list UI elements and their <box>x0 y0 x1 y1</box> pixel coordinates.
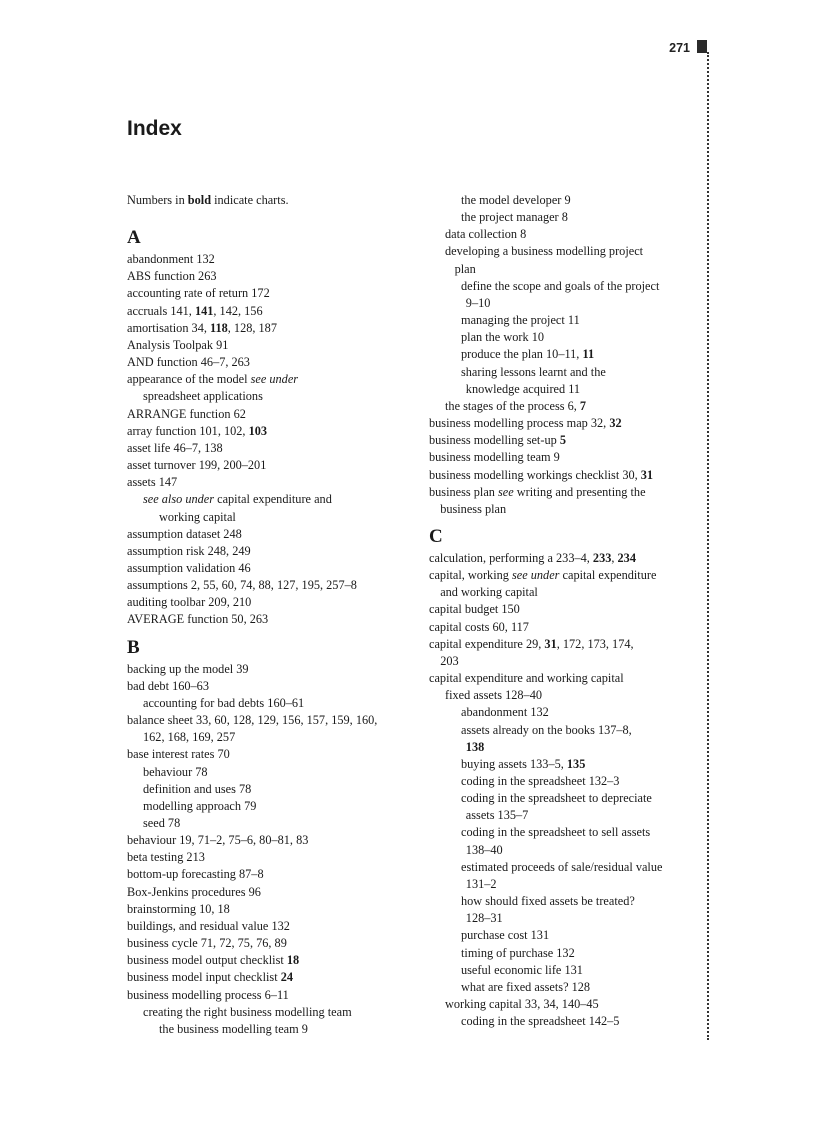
index-entry <box>429 550 709 567</box>
index-entry <box>127 423 417 440</box>
entry-text: beta testing 213 <box>127 850 205 865</box>
chart-page-ref: 11 <box>582 347 595 362</box>
index-subentry <box>429 243 709 260</box>
index-entry <box>429 467 709 484</box>
entry-text: capital expenditure and <box>214 492 332 507</box>
entry-text: spreadsheet applications <box>143 389 263 404</box>
entry-text: capital budget 150 <box>429 602 520 617</box>
chart-page-ref: 7 <box>579 398 587 413</box>
index-entry <box>127 303 417 320</box>
entry-text: assumption validation 46 <box>127 560 251 575</box>
entry-text: business model output checklist <box>127 953 287 968</box>
entry-text: business cycle 71, 72, 75, 76, 89 <box>127 936 287 951</box>
entry-text: backing up the model 39 <box>127 661 249 676</box>
index-subentry <box>127 815 417 832</box>
entry-text: working capital 33, 34, 140–45 <box>445 997 599 1012</box>
entry-text: the project manager 8 <box>461 210 568 225</box>
entry-text: assets 135–7 <box>465 808 529 823</box>
index-subentry <box>429 910 709 927</box>
entry-text: 9–10 <box>465 295 491 310</box>
index-subentry <box>429 364 709 381</box>
cross-reference: see under <box>250 372 299 387</box>
index-subentry <box>429 584 709 601</box>
entry-text: Analysis Toolpak 91 <box>127 337 229 352</box>
chart-page-ref: 233 <box>592 550 612 565</box>
entry-text: modelling approach 79 <box>143 798 257 813</box>
index-subentry <box>429 501 709 518</box>
entry-text: capital costs 60, 117 <box>429 619 529 634</box>
index-subentry <box>429 312 709 329</box>
section-letter: C <box>429 525 443 547</box>
entry-text: business modelling team 9 <box>429 450 560 465</box>
entry-text: behaviour 19, 71–2, 75–6, 80–81, 83 <box>127 833 309 848</box>
entry-text: 128–31 <box>465 911 503 926</box>
entry-text: data collection 8 <box>445 227 527 242</box>
entry-text: Numbers in <box>127 193 188 207</box>
entry-text: assumption dataset 248 <box>127 526 242 541</box>
entry-text: accounting rate of return 172 <box>127 286 270 301</box>
index-subentry <box>127 1004 417 1021</box>
cross-reference: see also under <box>143 492 215 507</box>
entry-text: what are fixed assets? 128 <box>461 979 591 994</box>
entry-text: capital expenditure 29, <box>429 636 545 651</box>
index-subentry <box>429 962 709 979</box>
index-entry <box>127 866 417 883</box>
index-entry <box>127 560 417 577</box>
index-subentry <box>429 807 709 824</box>
index-subentry <box>127 1021 417 1038</box>
entry-text: define the scope and goals of the project <box>461 278 660 293</box>
index-entry <box>127 474 417 491</box>
index-subentry <box>127 729 417 746</box>
index-entry <box>429 670 709 687</box>
index-entry <box>127 594 417 611</box>
index-entry <box>127 577 417 594</box>
entry-text: abandonment 132 <box>461 705 549 720</box>
entry-text: how should fixed assets be treated? <box>461 894 635 909</box>
index-entry <box>429 484 709 501</box>
index-subentry <box>429 687 709 704</box>
entry-text: 203 <box>440 653 459 668</box>
entry-text: abandonment 132 <box>127 252 215 267</box>
entry-text: definition and uses 78 <box>143 781 252 796</box>
index-entry <box>127 935 417 952</box>
entry-text: coding in the spreadsheet 142–5 <box>461 1014 620 1029</box>
entry-text: ARRANGE function 62 <box>127 406 246 421</box>
entry-text: asset turnover 199, 200–201 <box>127 458 267 473</box>
index-subentry <box>429 824 709 841</box>
chart-page-ref: 135 <box>566 756 586 771</box>
index-subentry <box>429 927 709 944</box>
entry-text: behaviour 78 <box>143 764 208 779</box>
entry-text: calculation, performing a 233–4, <box>429 550 593 565</box>
entry-text: plan the work 10 <box>461 330 544 345</box>
entry-text: knowledge acquired 11 <box>465 381 581 396</box>
index-entry <box>127 746 417 763</box>
index-entry <box>127 440 417 457</box>
chart-page-ref: 31 <box>544 636 557 651</box>
index-subentry <box>429 790 709 807</box>
index-subentry <box>429 261 709 278</box>
entry-text: ABS function 263 <box>127 269 217 284</box>
index-subentry <box>429 876 709 893</box>
chart-page-ref: 5 <box>559 433 566 448</box>
index-subentry <box>429 739 709 756</box>
section-letter: A <box>127 227 141 249</box>
entry-text: capital expenditure and working capital <box>429 671 624 686</box>
entry-text: 162, 168, 169, 257 <box>143 730 236 745</box>
index-entry <box>429 567 709 584</box>
index-entry <box>127 526 417 543</box>
index-subentry <box>429 346 709 363</box>
index-subentry <box>429 893 709 910</box>
index-entry <box>429 432 709 449</box>
entry-text: useful economic life 131 <box>461 962 583 977</box>
index-subentry <box>127 798 417 815</box>
index-subentry <box>127 491 417 508</box>
chart-page-ref: 31 <box>640 467 654 482</box>
entry-text: capital, working <box>429 568 512 583</box>
entry-text: accruals 141, <box>127 303 195 318</box>
entry-text: the stages of the process 6, <box>445 398 580 413</box>
entry-text: managing the project 11 <box>461 313 580 328</box>
entry-text: assumptions 2, 55, 60, 74, 88, 127, 195, 257–8 <box>127 578 357 593</box>
index-subentry <box>429 704 709 721</box>
entry-text: assumption risk 248, 249 <box>127 543 251 558</box>
index-entry <box>429 415 709 432</box>
index-entry <box>127 457 417 474</box>
index-entry <box>127 849 417 866</box>
entry-text: plan <box>454 261 476 276</box>
chart-page-ref: 103 <box>248 423 268 438</box>
chart-page-ref: 24 <box>280 970 293 985</box>
cross-reference: see <box>498 484 514 499</box>
index-entry <box>127 884 417 901</box>
index-subentry <box>429 945 709 962</box>
page-number: 271 <box>669 41 690 55</box>
index-column-left <box>127 192 417 1038</box>
index-entry <box>429 449 709 466</box>
entry-text: base interest rates 70 <box>127 747 230 762</box>
index-subentry <box>429 979 709 996</box>
entry-text: balance sheet 33, 60, 128, 129, 156, 157, 159, 160, <box>127 713 378 728</box>
entry-text: assets 147 <box>127 475 178 490</box>
index-subentry <box>429 295 709 312</box>
entry-text: 131–2 <box>465 876 497 891</box>
entry-text: working capital <box>159 509 236 524</box>
entry-text: the business modelling team 9 <box>159 1021 308 1036</box>
index-entry <box>127 371 417 388</box>
entry-text: timing of purchase 132 <box>461 945 575 960</box>
index-subentry <box>429 209 709 226</box>
index-subentry <box>429 381 709 398</box>
index-subentry <box>127 509 417 526</box>
entry-text: fixed assets 128–40 <box>445 688 542 703</box>
entry-text: business plan <box>440 501 507 516</box>
entry-text: brainstorming 10, 18 <box>127 901 230 916</box>
index-entry <box>429 619 709 636</box>
entry-text: auditing toolbar 209, 210 <box>127 595 252 610</box>
page-marker-block <box>697 40 707 53</box>
entry-text: AVERAGE function 50, 263 <box>127 612 269 627</box>
index-entry <box>127 406 417 423</box>
chart-page-ref: 118 <box>210 320 228 335</box>
entry-text: business model input checklist <box>127 970 281 985</box>
entry-text: appearance of the model <box>127 372 251 387</box>
index-entry <box>127 969 417 986</box>
entry-text: coding in the spreadsheet to sell assets <box>461 825 651 840</box>
entry-text: , 172, 173, 174, <box>556 636 634 651</box>
chart-page-ref: 138 <box>465 739 485 754</box>
entry-text: buying assets 133–5, <box>461 756 567 771</box>
index-entry <box>127 251 417 268</box>
entry-text: seed 78 <box>143 816 181 830</box>
index-subentry <box>127 695 417 712</box>
entry-text: , 142, 156 <box>213 303 263 318</box>
entry-text: bad debt 160–63 <box>127 678 209 693</box>
entry-text: , 128, 187 <box>227 320 277 335</box>
entry-text: assets already on the books 137–8, <box>461 722 632 737</box>
entry-text: Box-Jenkins procedures 96 <box>127 884 261 899</box>
spacer <box>127 209 417 219</box>
entry-text: purchase cost 131 <box>461 928 550 943</box>
index-subentry <box>429 773 709 790</box>
index-entry <box>127 987 417 1004</box>
chart-page-ref: 141 <box>194 303 214 318</box>
cross-reference: see under <box>511 568 560 583</box>
index-subentry <box>429 1013 709 1030</box>
index-entry <box>127 918 417 935</box>
entry-text: bottom-up forecasting 87–8 <box>127 867 264 882</box>
index-entry <box>127 901 417 918</box>
entry-text: produce the plan 10–11, <box>461 347 583 362</box>
entry-text: accounting for bad debts 160–61 <box>143 695 305 710</box>
chart-page-ref: 234 <box>617 550 636 565</box>
entry-text: business modelling set-up <box>429 433 560 448</box>
entry-text: coding in the spreadsheet 132–3 <box>461 774 620 788</box>
entry-text: business modelling process 6–11 <box>127 987 289 1002</box>
index-subentry <box>429 996 709 1013</box>
index-entry <box>127 337 417 354</box>
index-subentry <box>127 388 417 405</box>
entry-text: business modelling process map 32, <box>429 416 610 431</box>
chart-page-ref: 18 <box>286 953 300 968</box>
entry-text: coding in the spreadsheet to depreciate <box>461 791 652 806</box>
chart-page-ref: bold <box>187 193 212 207</box>
entry-text: and working capital <box>440 585 538 600</box>
entry-text: the model developer 9 <box>461 193 571 207</box>
index-column-right <box>429 192 709 1030</box>
entry-text: 138–40 <box>465 842 503 857</box>
entry-text: amortisation 34, <box>127 320 210 335</box>
index-subentry <box>429 842 709 859</box>
index-subentry <box>429 722 709 739</box>
index-entry <box>429 636 709 653</box>
entry-text: business plan <box>429 484 498 499</box>
entry-text: estimated proceeds of sale/residual value <box>461 859 663 874</box>
index-entry <box>127 952 417 969</box>
index-entry <box>127 268 417 285</box>
index-subentry <box>429 859 709 876</box>
index-entry <box>127 192 417 209</box>
index-subentry <box>429 756 709 773</box>
index-subentry <box>127 781 417 798</box>
entry-text: asset life 46–7, 138 <box>127 440 223 455</box>
entry-text: creating the right business modelling team <box>143 1004 352 1019</box>
index-entry <box>127 661 417 678</box>
index-subentry <box>429 278 709 295</box>
entry-text: buildings, and residual value 132 <box>127 918 290 933</box>
index-entry <box>127 678 417 695</box>
entry-text: writing and presenting the <box>513 484 646 499</box>
chart-page-ref: 32 <box>609 416 622 431</box>
index-entry <box>127 320 417 337</box>
section-letter: B <box>127 636 140 658</box>
index-subentry <box>429 653 709 670</box>
index-entry <box>429 601 709 618</box>
index-entry <box>127 285 417 302</box>
page-title: Index <box>127 117 182 140</box>
entry-text: array function 101, 102, <box>127 423 249 438</box>
index-entry <box>127 543 417 560</box>
index-subentry <box>127 764 417 781</box>
entry-text: developing a business modelling project <box>445 244 644 259</box>
index-entry <box>127 712 417 729</box>
index-entry <box>127 354 417 371</box>
index-subentry <box>429 226 709 243</box>
entry-text: , <box>611 550 618 565</box>
entry-text: indicate charts. <box>211 193 289 207</box>
index-subentry <box>429 192 709 209</box>
index-subentry <box>429 329 709 346</box>
entry-text: sharing lessons learnt and the <box>461 364 606 379</box>
index-entry <box>127 611 417 628</box>
entry-text: AND function 46–7, 263 <box>127 355 250 370</box>
index-subentry <box>429 398 709 415</box>
entry-text: business modelling workings checklist 30, <box>429 467 641 482</box>
index-entry <box>127 832 417 849</box>
entry-text: capital expenditure <box>559 568 657 583</box>
